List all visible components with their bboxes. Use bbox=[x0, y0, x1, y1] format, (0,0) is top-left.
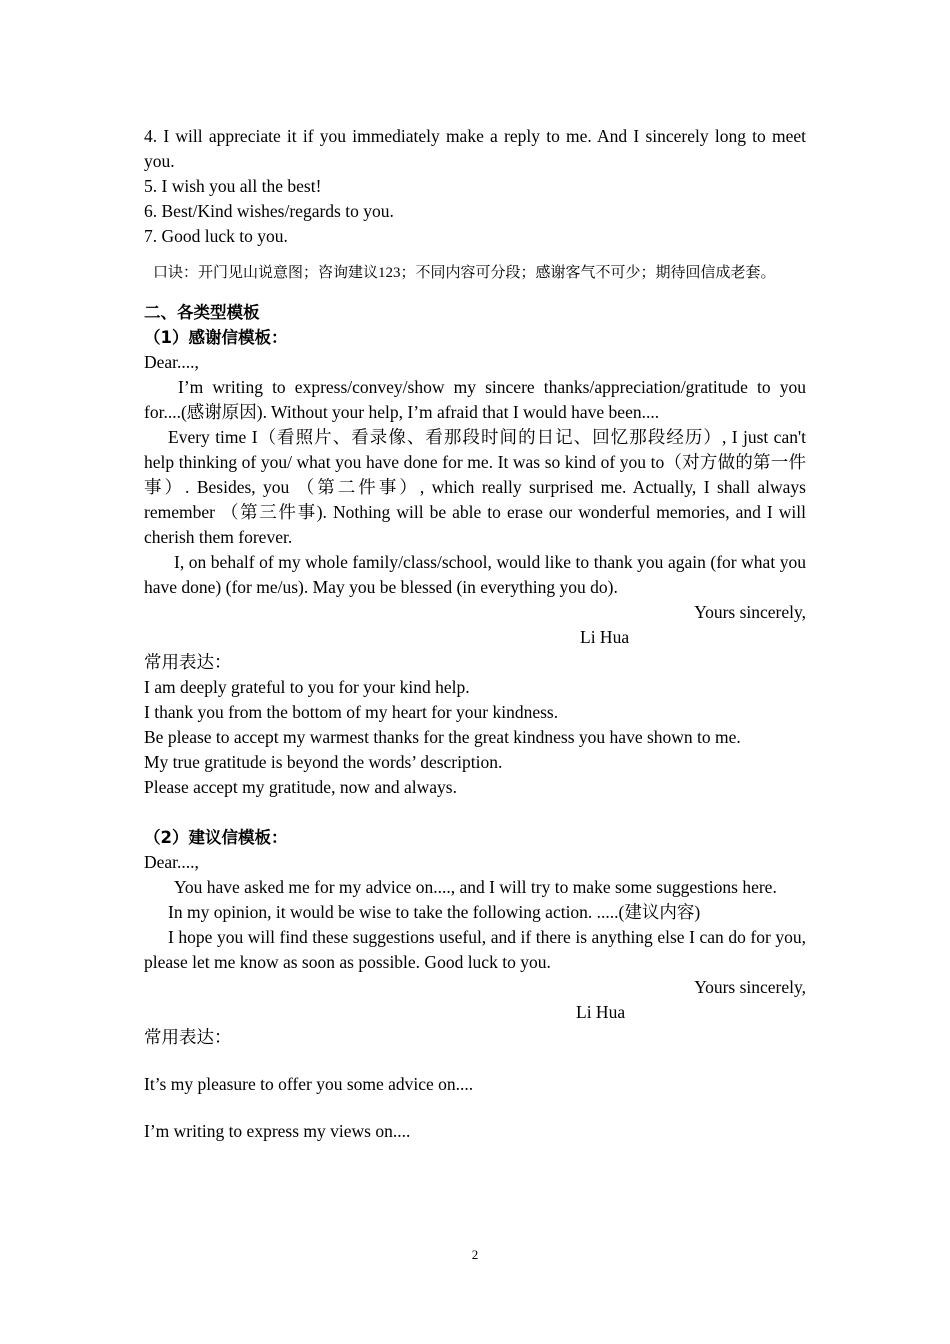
list-item: 7. Good luck to you. bbox=[144, 226, 288, 246]
expression-item: My true gratitude is beyond the words’ description. bbox=[144, 752, 503, 772]
expression-item: I am deeply grateful to you for your kind help. bbox=[144, 677, 470, 697]
expression-item: It’s my pleasure to offer you some advice on.... bbox=[144, 1074, 474, 1094]
advice-paragraph-2: In my opinion, it would be wise to take the following action. .....(建议内容) bbox=[168, 902, 701, 922]
expression-item: I’m writing to express my views on.... bbox=[144, 1121, 411, 1141]
page-number: 2 bbox=[471, 1247, 479, 1262]
thanks-salutation: Dear...., bbox=[144, 352, 199, 372]
list-item: 6. Best/Kind wishes/regards to you. bbox=[144, 201, 394, 221]
advice-paragraph-1: You have asked me for my advice on...., and I will try to make some suggestions here. bbox=[174, 877, 777, 897]
section-title: 二、各类型模板 bbox=[144, 303, 260, 322]
thanks-closing: Yours sincerely, bbox=[694, 602, 806, 622]
thanks-paragraph-2: Every time I（看照片、看录像、看那段时间的日记、回忆那段经历）, I just can't help thinking of you/ what you have done for me. It was so kind of you to（对方做的第一件事）. Besides, you （第二件事）, which really surprised me. Actually, I shall always remember （第三件事). Nothing will be able to erase our wonderful memories, and I will cherish them forever. bbox=[144, 427, 806, 547]
advice-signature: Li Hua bbox=[576, 1002, 626, 1022]
expression-item: Be please to accept my warmest thanks for the great kindness you have shown to me. bbox=[144, 727, 741, 747]
thanks-paragraph-3: I, on behalf of my whole family/class/school, would like to thank you again (for what you have done) (for me/us). May you be blessed (in everything you do). bbox=[144, 552, 806, 597]
thanks-expressions-label: 常用表达： bbox=[144, 652, 232, 672]
thanks-paragraph-1: I’m writing to express/convey/show my sincere thanks/appreciation/gratitude to you for....(感谢原因). Without your help, I’m afraid that I would have been.... bbox=[144, 377, 806, 422]
document-page bbox=[144, 124, 806, 1144]
expression-item: I thank you from the bottom of my heart for your kindness. bbox=[144, 702, 559, 722]
advice-letter-heading: （2）建议信模板： bbox=[144, 828, 288, 847]
thanks-letter-heading: （1）感谢信模板： bbox=[144, 328, 288, 347]
advice-expressions-label: 常用表达： bbox=[144, 1027, 232, 1047]
spacer bbox=[144, 1097, 806, 1119]
thanks-signature: Li Hua bbox=[580, 627, 630, 647]
list-item: 4. I will appreciate it if you immediately make a reply to me. And I sincerely long to meet you. bbox=[144, 126, 806, 171]
advice-closing: Yours sincerely, bbox=[694, 977, 806, 997]
advice-paragraph-3: I hope you will find these suggestions useful, and if there is anything else I can do for you, please let me know as soon as possible. Good luck to you. bbox=[144, 927, 806, 972]
expression-item: Please accept my gratitude, now and always. bbox=[144, 777, 457, 797]
list-item: 5. I wish you all the best! bbox=[144, 176, 322, 196]
spacer bbox=[144, 800, 806, 825]
advice-salutation: Dear...., bbox=[144, 852, 199, 872]
mnemonic-note: 口诀：开门见山说意图；咨询建议123；不同内容可分段；感谢客气不可少；期待回信成老套。 bbox=[153, 265, 776, 281]
spacer bbox=[144, 1050, 806, 1072]
